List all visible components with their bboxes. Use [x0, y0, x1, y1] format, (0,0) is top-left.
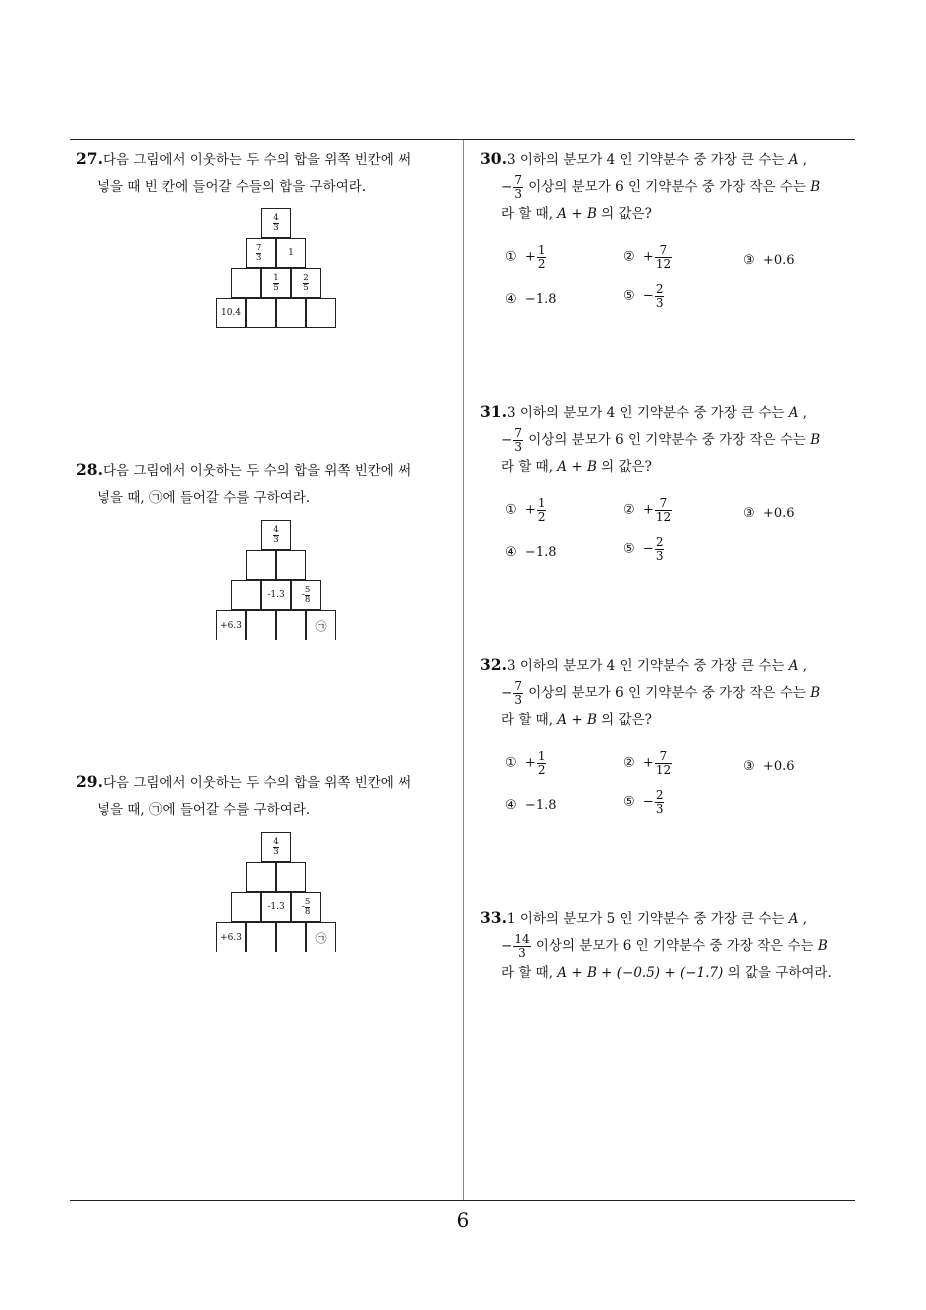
var-b: B [817, 938, 828, 954]
pyramid-cell [246, 550, 276, 580]
choice-5[interactable]: ⑤ − $\frac{2}{3}$ [623, 788, 664, 816]
pyramid-cell: 1 [276, 238, 306, 268]
pyramid-cell: - 5 8 [291, 580, 321, 610]
choice-2[interactable]: ② + $\frac{7}{12}$ [623, 749, 672, 777]
question-31 [480, 398, 860, 481]
question-27 [76, 145, 461, 201]
question-text-cont: 넣을 때, ㉠에 들어갈 수를 구하여라. [97, 802, 311, 818]
fraction: $\frac{7}{3}$ [514, 173, 522, 201]
choice-1[interactable]: ① + $\frac{1}{2}$ [505, 496, 546, 524]
question-number: 32. [480, 655, 507, 674]
pyramid-cell [231, 580, 261, 610]
pyramid-cell: +6.3 [216, 922, 246, 952]
choice-3[interactable]: ③ +0.6 [743, 506, 795, 521]
pyramid-cell [276, 298, 306, 328]
comma: , [798, 405, 808, 421]
pyramid-cell [231, 892, 261, 922]
question-text-cont: 이상의 분모가 6 인 기약분수 중 가장 작은 수는 [523, 685, 811, 701]
question-text-cont: 라 할 때, [501, 459, 558, 475]
question-text-cont: 의 값은? [596, 459, 652, 475]
pyramid-cell [231, 268, 261, 298]
pyramid-cell [246, 298, 276, 328]
question-text: 다음 그림에서 이웃하는 두 수의 합을 위쪽 빈칸에 써 [102, 775, 412, 791]
minus-sign: − [501, 685, 513, 701]
var-a: A [788, 152, 799, 168]
pyramid-cell [276, 610, 306, 640]
question-text: 3 이하의 분모가 4 인 기약분수 중 가장 큰 수는 [506, 152, 789, 168]
question-text: 다음 그림에서 이웃하는 두 수의 합을 위쪽 빈칸에 써 [102, 463, 412, 479]
question-number: 33. [480, 908, 507, 927]
question-32 [480, 651, 860, 734]
var-a: A [788, 911, 799, 927]
question-29 [76, 768, 461, 824]
minus-sign: − [501, 938, 513, 954]
question-number: 28. [76, 460, 103, 479]
pyramid-cell [276, 922, 306, 952]
choice-5[interactable]: ⑤ − $\frac{2}{3}$ [623, 282, 664, 310]
bottom-rule [70, 1200, 855, 1201]
fraction: $\frac{7}{3}$ [514, 679, 522, 707]
pyramid-cell: 4 3 [261, 520, 291, 550]
pyramid-cell: ㉠ [306, 922, 336, 952]
page-number: 6 [456, 1208, 470, 1232]
comma: , [798, 911, 808, 927]
choice-2[interactable]: ② + $\frac{7}{12}$ [623, 243, 672, 271]
question-text-cont: 라 할 때, [501, 965, 558, 981]
fraction: $\frac{14}{3}$ [514, 932, 530, 960]
question-text-cont: 라 할 때, [501, 712, 558, 728]
question-text: 다음 그림에서 이웃하는 두 수의 합을 위쪽 빈칸에 써 [102, 152, 412, 168]
expression: A + B [557, 459, 597, 475]
pyramid-cell: 4 3 [261, 208, 291, 238]
pyramid-cell [246, 922, 276, 952]
pyramid-cell: -1.3 [261, 892, 291, 922]
question-text: 1 이하의 분모가 5 인 기약분수 중 가장 큰 수는 [506, 911, 789, 927]
pyramid-cell: ㉠ [306, 610, 336, 640]
choice-4[interactable]: ④ −1.8 [505, 292, 557, 307]
minus-sign: − [501, 179, 513, 195]
fraction: $\frac{7}{3}$ [514, 426, 522, 454]
expression: A + B + (−0.5) + (−1.7) [557, 965, 724, 981]
question-28 [76, 456, 461, 512]
question-text-cont: 의 값을 구하여라. [723, 965, 832, 981]
var-b: B [810, 432, 821, 448]
question-text-cont: 의 값은? [596, 206, 652, 222]
pyramid-cell [246, 610, 276, 640]
question-text-cont: 이상의 분모가 6 인 기약분수 중 가장 작은 수는 [531, 938, 818, 954]
pyramid-cell [276, 550, 306, 580]
pyramid-cell: - 5 8 [291, 892, 321, 922]
question-number: 31. [480, 402, 507, 421]
choice-4[interactable]: ④ −1.8 [505, 798, 557, 813]
question-text: 3 이하의 분모가 4 인 기약분수 중 가장 큰 수는 [506, 405, 789, 421]
pyramid-cell [306, 298, 336, 328]
var-b: B [810, 179, 821, 195]
pyramid-cell: 1 5 [261, 268, 291, 298]
pyramid-cell [276, 862, 306, 892]
question-text-cont: 넣을 때, ㉠에 들어갈 수를 구하여라. [97, 490, 311, 506]
question-text-cont: 이상의 분모가 6 인 기약분수 중 가장 작은 수는 [523, 179, 811, 195]
comma: , [798, 152, 808, 168]
column-divider [463, 140, 464, 1201]
question-33 [480, 904, 860, 987]
var-a: A [788, 658, 799, 674]
choice-2[interactable]: ② + $\frac{7}{12}$ [623, 496, 672, 524]
pyramid-cell: 7 3 [246, 238, 276, 268]
choice-5[interactable]: ⑤ − $\frac{2}{3}$ [623, 535, 664, 563]
pyramid-cell: 2 5 [291, 268, 321, 298]
choice-3[interactable]: ③ +0.6 [743, 759, 795, 774]
choice-1[interactable]: ① + $\frac{1}{2}$ [505, 749, 546, 777]
question-text-cont: 라 할 때, [501, 206, 558, 222]
choice-3[interactable]: ③ +0.6 [743, 253, 795, 268]
question-number: 29. [76, 772, 103, 791]
pyramid-cell: 4 3 [261, 832, 291, 862]
expression: A + B [557, 712, 597, 728]
question-text-cont: 이상의 분모가 6 인 기약분수 중 가장 작은 수는 [523, 432, 811, 448]
pyramid-cell [246, 862, 276, 892]
choice-1[interactable]: ① + $\frac{1}{2}$ [505, 243, 546, 271]
pyramid-cell: +6.3 [216, 610, 246, 640]
pyramid-cell: -1.3 [261, 580, 291, 610]
minus-sign: − [501, 432, 513, 448]
pyramid-cell: 10.4 [216, 298, 246, 328]
question-text-cont: 의 값은? [596, 712, 652, 728]
comma: , [798, 658, 808, 674]
question-number: 30. [480, 149, 507, 168]
question-text-cont: 넣을 때 빈 칸에 들어갈 수들의 합을 구하여라. [97, 179, 367, 195]
question-text: 3 이하의 분모가 4 인 기약분수 중 가장 큰 수는 [506, 658, 789, 674]
question-number: 27. [76, 149, 103, 168]
var-b: B [810, 685, 821, 701]
var-a: A [788, 405, 799, 421]
choice-4[interactable]: ④ −1.8 [505, 545, 557, 560]
question-30 [480, 145, 860, 228]
expression: A + B [557, 206, 597, 222]
